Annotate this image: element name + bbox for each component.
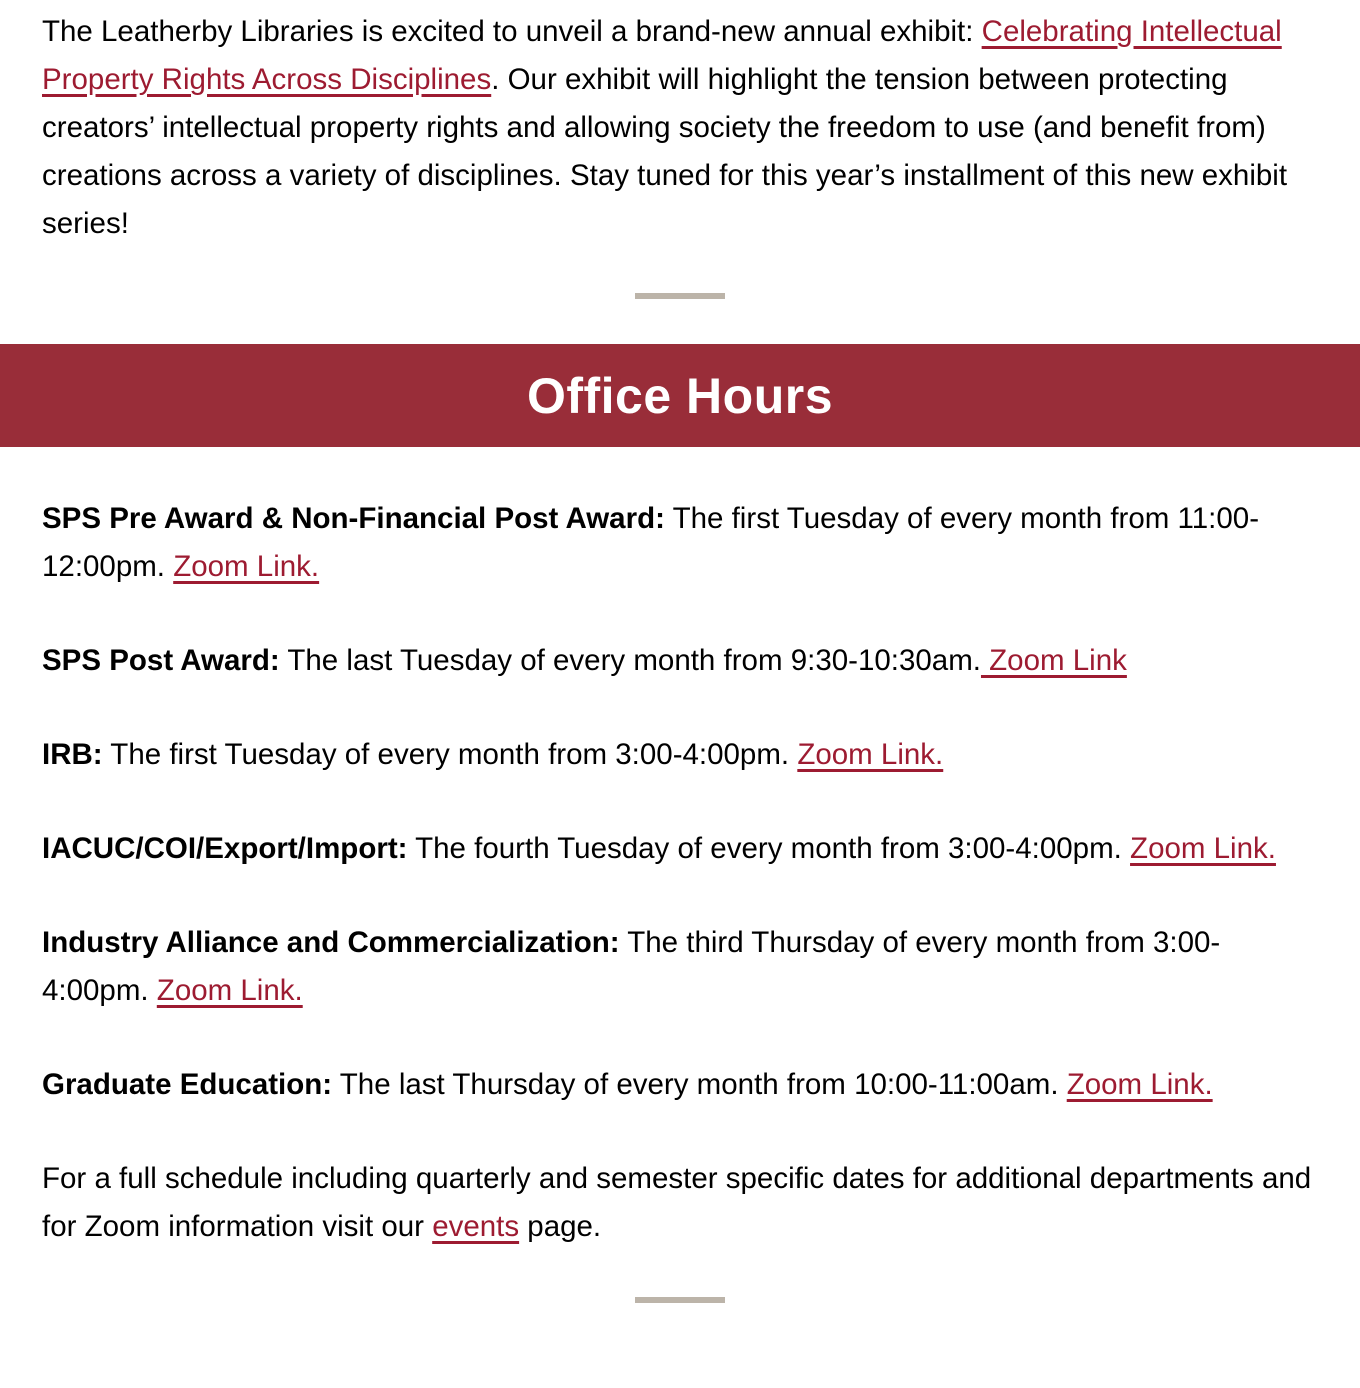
entry-detail: The last Thursday of every month from 10:00-11:00am. [332,1068,1067,1101]
events-link[interactable]: events [432,1210,520,1243]
zoom-link-sps-post-award[interactable]: Zoom Link [980,644,1127,677]
footer-text-before-link: For a full schedule including quarterly and semester specific dates for additional departments and for Zoom information visit our [42,1162,1312,1243]
footer-text-after-link: page. [519,1210,602,1243]
office-hours-entry-sps-post-award [42,637,1318,685]
entry-detail: The first Tuesday of every month from 11:00-12:00pm. [42,502,1260,583]
banner-title: Office Hours [526,367,834,424]
entry-detail: The third Thursday of every month from 3:00-4:00pm. [42,926,1221,1007]
office-hours-banner [0,344,1360,447]
office-hours-entry-industry-alliance [42,919,1318,1015]
zoom-link-iacuc[interactable]: Zoom Link. [1130,832,1276,865]
entry-detail: The first Tuesday of every month from 3:00-4:00pm. [102,738,798,771]
entry-label: Graduate Education: [42,1068,333,1101]
section-divider-bottom [635,1297,725,1303]
office-hours-entry-graduate-education [42,1061,1318,1109]
section-divider-top [635,293,725,299]
entry-label: IACUC/COI/Export/Import: [42,832,408,865]
zoom-link-irb[interactable]: Zoom Link. [797,738,944,771]
intro-text-after-link: . Our exhibit will highlight the tension between protecting creators’ intellectual property rights and allowing society the freedom to use (and benefit from) creations across a variety of disciplines. Stay tuned for this year’s installment of this new exhibit series! [42,63,1288,240]
entry-detail: The fourth Tuesday of every month from 3:00-4:00pm. [407,832,1131,865]
zoom-link-industry-alliance[interactable]: Zoom Link. [156,974,303,1007]
zoom-link-graduate-education[interactable]: Zoom Link. [1066,1068,1213,1101]
entry-detail: The last Tuesday of every month from 9:30-10:30am. [279,644,981,677]
footer-paragraph [42,1155,1318,1251]
zoom-link-sps-pre-award[interactable]: Zoom Link. [173,550,320,583]
entry-label: SPS Post Award: [42,644,280,677]
office-hours-entry-irb [42,731,1318,779]
entry-label: IRB: [42,738,103,771]
intro-paragraph [42,8,1318,248]
intro-text-before-link: The Leatherby Libraries is excited to unveil a brand-new annual exhibit: [42,15,982,48]
office-hours-entry-iacuc [42,825,1318,873]
entry-label: SPS Pre Award & Non-Financial Post Award: [42,502,665,535]
exhibit-link[interactable]: Celebrating Intellectual Property Rights Across Disciplines [42,15,1282,96]
entry-label: Industry Alliance and Commercialization: [42,926,620,959]
office-hours-entry-sps-pre-award [42,495,1318,591]
